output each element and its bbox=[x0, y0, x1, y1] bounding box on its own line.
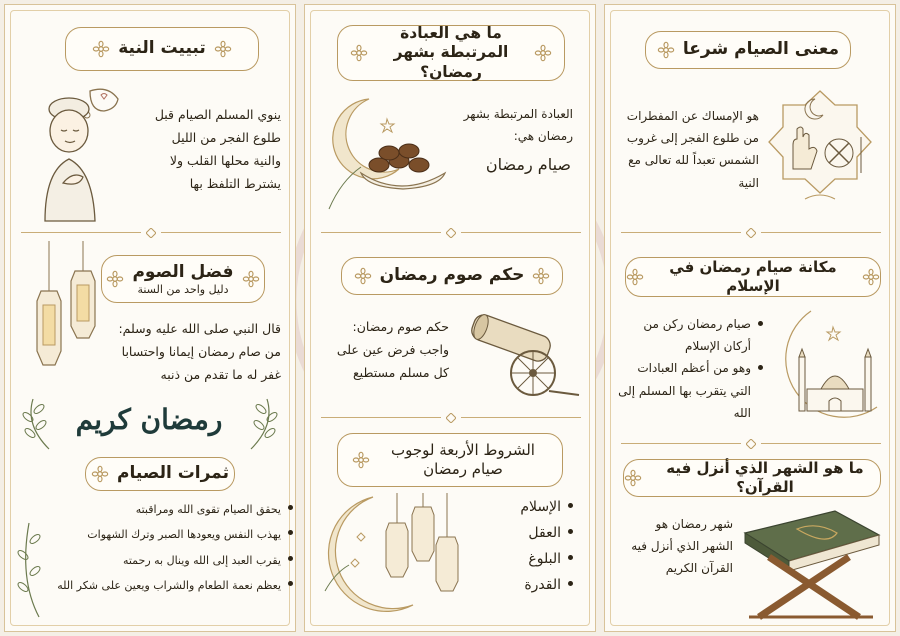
flower-ornament-icon bbox=[242, 270, 260, 288]
virtue-title-box bbox=[101, 255, 265, 303]
worship-text: العبادة المرتبطة بشهر رمضان هي: bbox=[463, 107, 573, 144]
laurel-right-icon bbox=[241, 395, 281, 451]
quran-title: ما هو الشهر الذي أنزل فيه القرآن؟ bbox=[666, 459, 864, 496]
list-item: وهو من أعظم العبادات التي يتقرب بها المسلم إلى الله bbox=[615, 357, 751, 424]
praying-boy-illustration bbox=[35, 83, 135, 223]
flower-ornament-icon bbox=[862, 268, 880, 286]
flower-ornament-icon bbox=[92, 40, 110, 58]
cannon-illustration bbox=[463, 311, 585, 401]
section-divider bbox=[321, 413, 581, 423]
virtue-title: فضل الصوم bbox=[132, 261, 234, 282]
list-item: يقرب العبد إلى الله وينال به رحمته bbox=[45, 548, 281, 573]
flower-ornament-icon bbox=[352, 451, 370, 469]
fruits-title-box bbox=[85, 457, 235, 491]
ruling-title: حكم صوم رمضان bbox=[379, 265, 525, 286]
status-title: مكانة صيام رمضان في الإسلام bbox=[669, 258, 837, 295]
quran-on-stand-illustration bbox=[739, 505, 885, 621]
worship-title: ما هي العبادة المرتبطة بشهر رمضان؟ bbox=[393, 23, 509, 81]
section-divider bbox=[621, 228, 881, 238]
lanterns-illustration bbox=[27, 241, 107, 391]
flower-ornament-icon bbox=[106, 270, 124, 288]
flower-ornament-icon bbox=[534, 44, 552, 62]
worship-answer: صيام رمضان bbox=[485, 155, 571, 174]
fasting-emblem-illustration bbox=[765, 87, 875, 213]
middle-panel bbox=[304, 4, 596, 632]
laurel-left-icon bbox=[19, 395, 59, 451]
conditions-title: الشروط الأربعة لوجوب صيام رمضان bbox=[391, 441, 535, 478]
conditions-list bbox=[465, 495, 575, 599]
ruling-title-box bbox=[341, 257, 563, 295]
intention-text: ينوي المسلم الصيام قبل طلوع الفجر من الليل والنية محلها القلب ولا يشترط التلفظ بها bbox=[154, 107, 281, 192]
intention-title-box bbox=[65, 27, 259, 71]
list-item: القدرة bbox=[465, 573, 561, 599]
virtue-subtitle: دليل واحد من السنة bbox=[137, 283, 229, 297]
branch-decoration-icon bbox=[15, 519, 49, 619]
flower-ornament-icon bbox=[624, 469, 642, 487]
flower-ornament-icon bbox=[214, 40, 232, 58]
list-item: يعظم نعمة الطعام والشراب ويعين على شكر الله bbox=[45, 573, 281, 598]
fruits-title: ثمرات الصيام bbox=[117, 463, 229, 484]
left-panel bbox=[4, 4, 296, 632]
list-item: صيام رمضان ركن من أركان الإسلام bbox=[615, 313, 751, 357]
list-item: يهذب النفس ويعودها الصبر وترك الشهوات bbox=[45, 522, 281, 547]
section-divider bbox=[21, 228, 281, 238]
flower-ornament-icon bbox=[354, 267, 372, 285]
quran-title-box bbox=[623, 459, 881, 497]
list-item: يحقق الصيام تقوى الله ومراقبته bbox=[45, 497, 281, 522]
crescent-lanterns-illustration bbox=[321, 493, 467, 625]
flower-ornament-icon bbox=[532, 267, 550, 285]
conditions-title-box bbox=[337, 433, 563, 487]
status-title-box bbox=[625, 257, 881, 297]
section-divider bbox=[321, 228, 581, 238]
meaning-title: معنى الصيام شرعا bbox=[682, 39, 840, 60]
right-panel bbox=[604, 4, 896, 632]
crescent-dates-illustration bbox=[321, 91, 451, 215]
flower-ornament-icon bbox=[626, 268, 644, 286]
flower-ornament-icon bbox=[91, 465, 109, 483]
flower-ornament-icon bbox=[657, 41, 675, 59]
ramadan-kareem-calligraphy: رمضان كريم bbox=[75, 403, 223, 436]
section-divider bbox=[621, 439, 881, 449]
quran-text: شهر رمضان هو الشهر الذي أنزل فيه القرآن الكريم bbox=[631, 517, 733, 576]
meaning-text: هو الإمساك عن المفطرات من طلوع الفجر إلى غروب الشمس تعبداً لله تعالى مع النية bbox=[626, 109, 759, 190]
crescent-mosque-illustration bbox=[755, 307, 885, 431]
ruling-text: حكم صوم رمضان: واجب فرض عين على كل مسلم مستطيع bbox=[336, 319, 449, 381]
flower-ornament-icon bbox=[350, 44, 368, 62]
list-item: الإسلام bbox=[465, 495, 561, 521]
list-item: البلوغ bbox=[465, 547, 561, 573]
fruits-list bbox=[45, 497, 295, 598]
meaning-title-box bbox=[645, 31, 851, 69]
intention-title: تبييت النية bbox=[118, 38, 206, 59]
status-list bbox=[615, 313, 765, 424]
virtue-text: قال النبي صلى الله عليه وسلم: من صام رمضان إيمانا واحتسابا غفر له ما تقدم من ذنبه bbox=[118, 321, 281, 383]
worship-title-box bbox=[337, 25, 565, 81]
list-item: العقل bbox=[465, 521, 561, 547]
